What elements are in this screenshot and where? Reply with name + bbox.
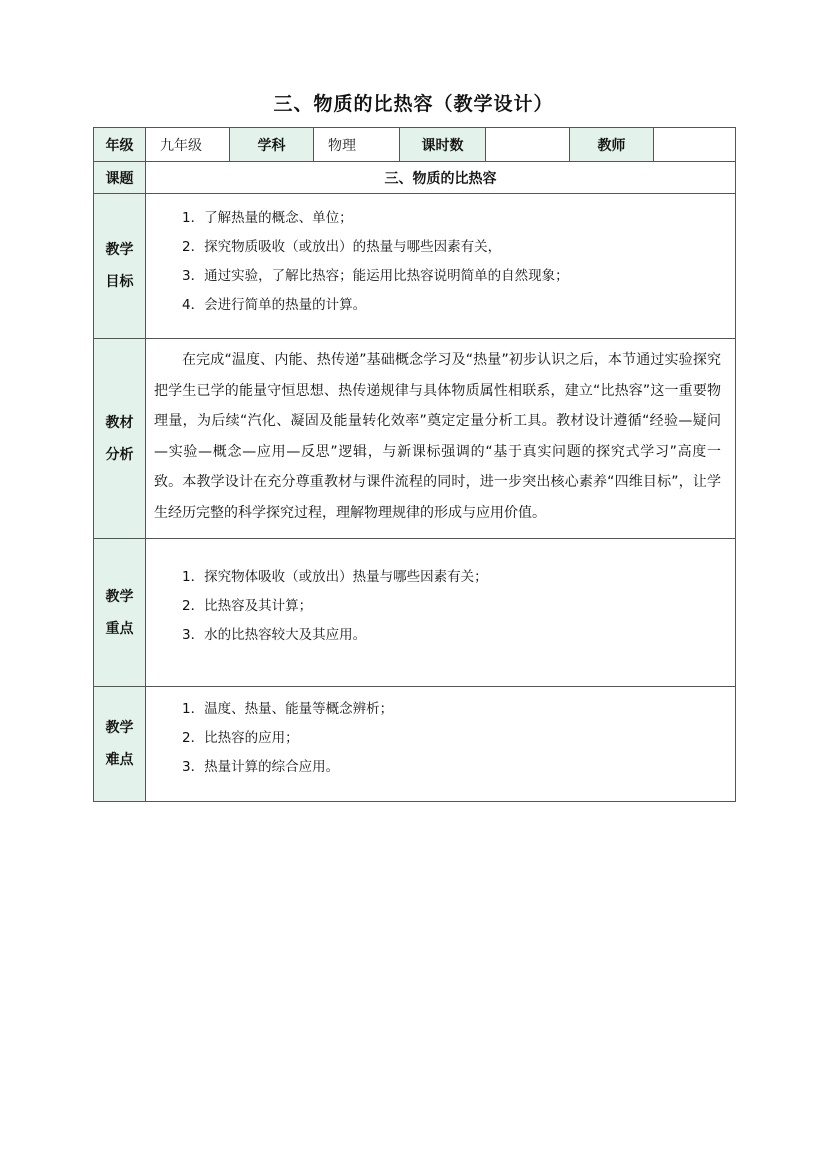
difficulty-item-3: 3．热量计算的综合应用。 [182, 759, 340, 775]
topic-label: 课题 [94, 162, 146, 194]
teacher-value [654, 128, 736, 162]
difficulty-item-2: 2．比热容的应用； [182, 730, 299, 746]
key-point-item-3: 3．水的比热容较大及其应用。 [182, 627, 367, 643]
objectives-content [146, 194, 736, 339]
teacher-label: 教师 [570, 128, 654, 162]
key-points-label [94, 539, 146, 687]
topic-value: 三、物质的比热容 [146, 162, 736, 194]
objectives-label-line1: 教学 [105, 242, 134, 258]
analysis-label-line2: 分析 [105, 446, 134, 463]
objective-item-2: 2．探究物质吸收（或放出）的热量与哪些因素有关， [182, 239, 502, 255]
key-points-content [146, 539, 736, 687]
class-hours-label: 课时数 [400, 128, 486, 162]
objectives-row [94, 194, 736, 339]
subject-value: 物理 [314, 128, 400, 162]
difficulties-label-line1: 教学 [105, 720, 134, 736]
analysis-content [146, 339, 736, 539]
grade-value: 九年级 [146, 128, 230, 162]
key-points-label-line2: 重点 [105, 620, 134, 637]
class-hours-value [486, 128, 570, 162]
analysis-label-line1: 教材 [105, 414, 134, 431]
lesson-plan-table [93, 127, 736, 802]
analysis-row [94, 339, 736, 539]
topic-row [94, 162, 736, 194]
key-points-row [94, 539, 736, 687]
objectives-label-line2: 目标 [105, 274, 134, 290]
analysis-paragraph: 在完成“温度、内能、热传递”基础概念学习及“热量”初步认识之后，本节通过实验探究把学生已学的能量守恒思想、热传递规律与具体物质属性相联系，建立“比热容”这一重要物理量，为后续“汽化、凝固及能量转化效率”奠定定量分析工具。教材设计遵循“经验—疑问—实验—概念—应用—反思”逻辑，与新课标强调的“基于真实问题的探究式学习”高度一致。本教学设计在充分尊重教材与课件流程的同时，进一步突出核心素养“四维目标”，让学生经历完整的科学探究过程，理解物理规律的形成与应用价值。 [154, 352, 721, 521]
key-points-label-line1: 教学 [105, 588, 134, 605]
difficulties-label [94, 687, 146, 802]
objective-item-4: 4．会进行简单的热量的计算。 [182, 297, 367, 313]
info-row [94, 128, 736, 162]
grade-label: 年级 [94, 128, 146, 162]
key-point-item-1: 1．探究物体吸收（或放出）热量与哪些因素有关； [182, 569, 488, 585]
difficulties-content [146, 687, 736, 802]
difficulties-row [94, 687, 736, 802]
document-title: 三、物质的比热容（教学设计） [273, 93, 554, 115]
difficulty-item-1: 1．温度、热量、能量等概念辨析； [182, 701, 394, 717]
key-point-item-2: 2．比热容及其计算； [182, 598, 313, 614]
objectives-label [94, 194, 146, 339]
objective-item-1: 1．了解热量的概念、单位； [182, 210, 353, 226]
subject-label: 学科 [230, 128, 314, 162]
objective-item-3: 3．通过实验，了解比热容；能运用比热容说明简单的自然现象； [182, 268, 569, 284]
difficulties-label-line2: 难点 [105, 752, 134, 768]
analysis-label [94, 339, 146, 539]
